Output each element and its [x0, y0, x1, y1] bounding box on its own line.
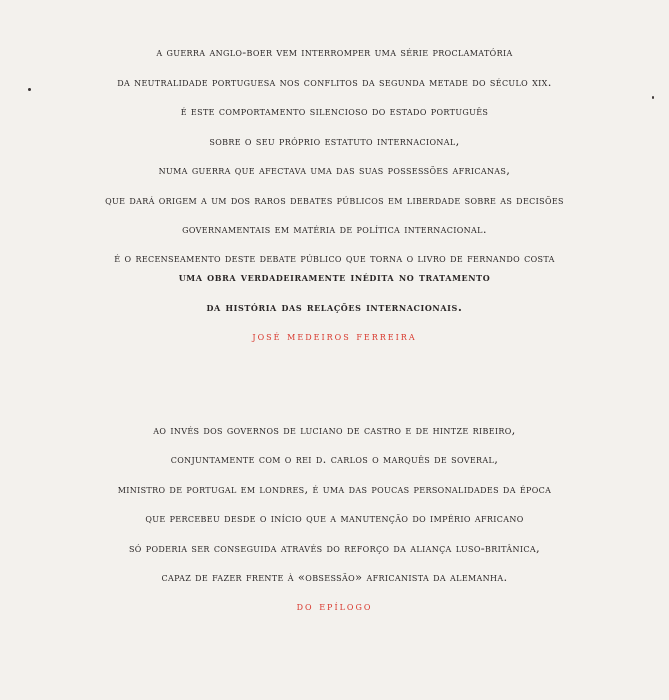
passage-1-line: é o recenseamento deste debate público que torna o livro de fernando costa: [114, 251, 555, 265]
passage-1-line: numa guerra que afectava uma das suas possessões africanas,: [158, 163, 511, 177]
passage-1-line: é este comportamento silencioso do estado português: [180, 104, 489, 118]
print-speck: [652, 96, 654, 99]
passage-1-emphasis-line: uma obra verdadeiramente inédita no tratamento: [178, 270, 491, 284]
passage-1-emphasis-line: da história das relações internacionais.: [206, 300, 463, 314]
passage-2-line: ministro de portugal em londres, é uma das poucas personalidades da época: [117, 482, 552, 496]
passage-1-line: a guerra anglo-boer vem interromper uma série proclamatória: [156, 45, 513, 59]
passage-2-line: conjuntamente com o rei d. carlos o marquês de soveral,: [170, 452, 499, 466]
passage-2-attribution: do epílogo: [296, 599, 373, 613]
passage-1-line: que dará origem a um dos raros debates públicos em liberdade sobre as decisões: [105, 193, 564, 207]
passage-1-line: da neutralidade portuguesa nos conflitos da segunda metade do século xix.: [117, 75, 552, 89]
passage-2-line: só poderia ser conseguida através do reforço da aliança luso-britânica,: [128, 541, 541, 555]
passage-1-line: sobre o seu próprio estatuto internacional,: [209, 134, 460, 148]
passage-2-line: que percebeu desde o início que a manutenção do império africano: [145, 511, 524, 525]
passage-1-attribution: josé medeiros ferreira: [252, 329, 417, 343]
passage-2-line: ao invés dos governos de luciano de castro e de hintze ribeiro,: [153, 423, 516, 437]
passage-2-line: capaz de fazer frente à «obsessão» africanista da alemanha.: [161, 570, 508, 584]
passage-1-line: governamentais em matéria de política internacional.: [182, 222, 487, 236]
